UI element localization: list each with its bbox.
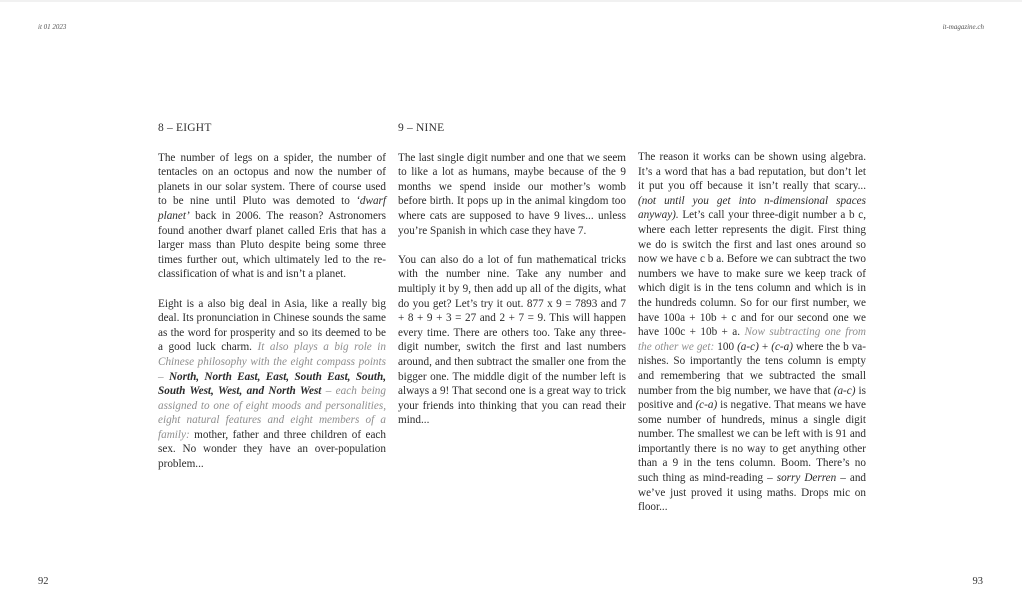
column-eight xyxy=(158,121,386,486)
eight-p2-grey-1: It also plays a big role in Chinese philosophy with the eight compass points – xyxy=(158,341,387,383)
top-edge xyxy=(0,0,1022,2)
eight-p2-text-b: mother, father and three children of each sex. No wonder they have an over-population problem... xyxy=(158,428,386,471)
proof-paragraph xyxy=(638,150,866,515)
page-number-left: 92 xyxy=(38,576,49,587)
proof-italic-4: (a-c) xyxy=(833,384,856,397)
eight-paragraph-1 xyxy=(158,151,386,282)
eight-p2-compass-points: North, North East, East, South East, South, South West, West, and North West xyxy=(158,370,386,398)
eight-p1-text-b: back in 2006. The reason? Astronomers found another dwarf planet called Eris that has a larger mass than Pluto despite being some three times further out, which ultimately led to the reclassification of what is and isn’t a planet. xyxy=(158,209,386,281)
eight-paragraph-2 xyxy=(158,297,386,472)
nine-paragraph-2: You can also do a lot of fun mathematical tricks with the number nine. Take any number and multiply it by 9, then add up all of the digits, what do you get? Let’s try it out. 877 x 9 = 7893 and 7 + 8 + 9 + 3 = 27 and 2 + 7 = 9. This will happen every time. There are others too. Take any three-digit number, switch the first and last numbers around, and then subtract the smaller one from the bigger one. The middle digit of the number left is always a 9! That second one is a great way to trick your friends into thinking that you can read their mind... xyxy=(398,253,626,427)
proof-text-2: Let’s call your three-digit number a b c, where each letter represents the digit. First thing we do is switch the first and last ones around so now we have c b a. Before we can subtract the two numbers we have to make sure we keep track of which digit is in the tens column and which is in the hundreds column. So for our first number, we have 100a + 10b + c and for our second one we have 100c + 10b + a. xyxy=(638,209,866,339)
proof-text-1: The reason it works can be shown using algebra. It’s a word that has a bad reputation, but don’t let it put you off because it isn’t really that scary... xyxy=(638,151,866,193)
running-header-website: it-magazine.ch xyxy=(942,23,984,31)
column-proof xyxy=(638,150,866,529)
nine-paragraph-1: The last single digit number and one that we seem to like a lot as humans, maybe because of the 9 months we spend inside our mother’s womb before birth. It pops up in the animal kingdom too where cats are supposed to have 9 lives... unless you’re Spanish in which case they have 7. xyxy=(398,151,626,237)
proof-grey-1: Now subtracting one from the other we get: xyxy=(638,326,866,353)
page-number-right: 93 xyxy=(972,576,983,587)
eight-p2-text-a: Eight is a also big deal in Asia, like a really big deal. Its pronunciation in Chinese sounds the same as the word for prosperity and so its deemed to be a good luck charm. xyxy=(158,297,386,354)
eight-p1-italic: ‘dwarf planet’ xyxy=(158,195,386,222)
proof-text-8: – and we’ve just proved it using maths. Drops mic on floor... xyxy=(638,472,867,514)
proof-italic-1: (not until you get into n-dimensional spaces anyway). xyxy=(638,194,866,222)
proof-italic-3: (c-a) xyxy=(771,340,793,353)
eight-p1-text-a: The number of legs on a spider, the number of tentacles on an octopus and now the number of planets in our solar system. There of course used to be nine until Pluto was demoted to xyxy=(158,151,386,208)
proof-text-6: is positive and xyxy=(638,384,866,412)
eight-p2-grey-2: – each being assigned to one of eight moods and personalities, eight natural features and eight members of a family: xyxy=(158,385,386,441)
section-title-eight: 8 – EIGHT xyxy=(158,122,212,134)
proof-text-3: 100 xyxy=(714,340,738,353)
proof-italic-6: sorry Derren xyxy=(776,472,837,485)
running-header-issue: it 01 2023 xyxy=(38,23,67,31)
proof-italic-5: (c-a) xyxy=(695,399,718,412)
proof-text-4: + xyxy=(758,340,772,353)
proof-text-7: is negative. That means we have some number of hundreds, minus a single digit number. The smallest we can be left with is 91 and importantly there is no way to get anything other than a 9 in the tens column. Boom. There’s no such thing as mind-reading – xyxy=(638,399,866,485)
column-nine xyxy=(398,121,626,442)
proof-italic-2: (a-c) xyxy=(737,340,759,353)
proof-text-5: where the b vanishes. So importantly the tens column is empty and remembering that we subtracted the small number from the big number, we have that xyxy=(638,340,867,397)
section-title-nine: 9 – NINE xyxy=(398,122,445,134)
